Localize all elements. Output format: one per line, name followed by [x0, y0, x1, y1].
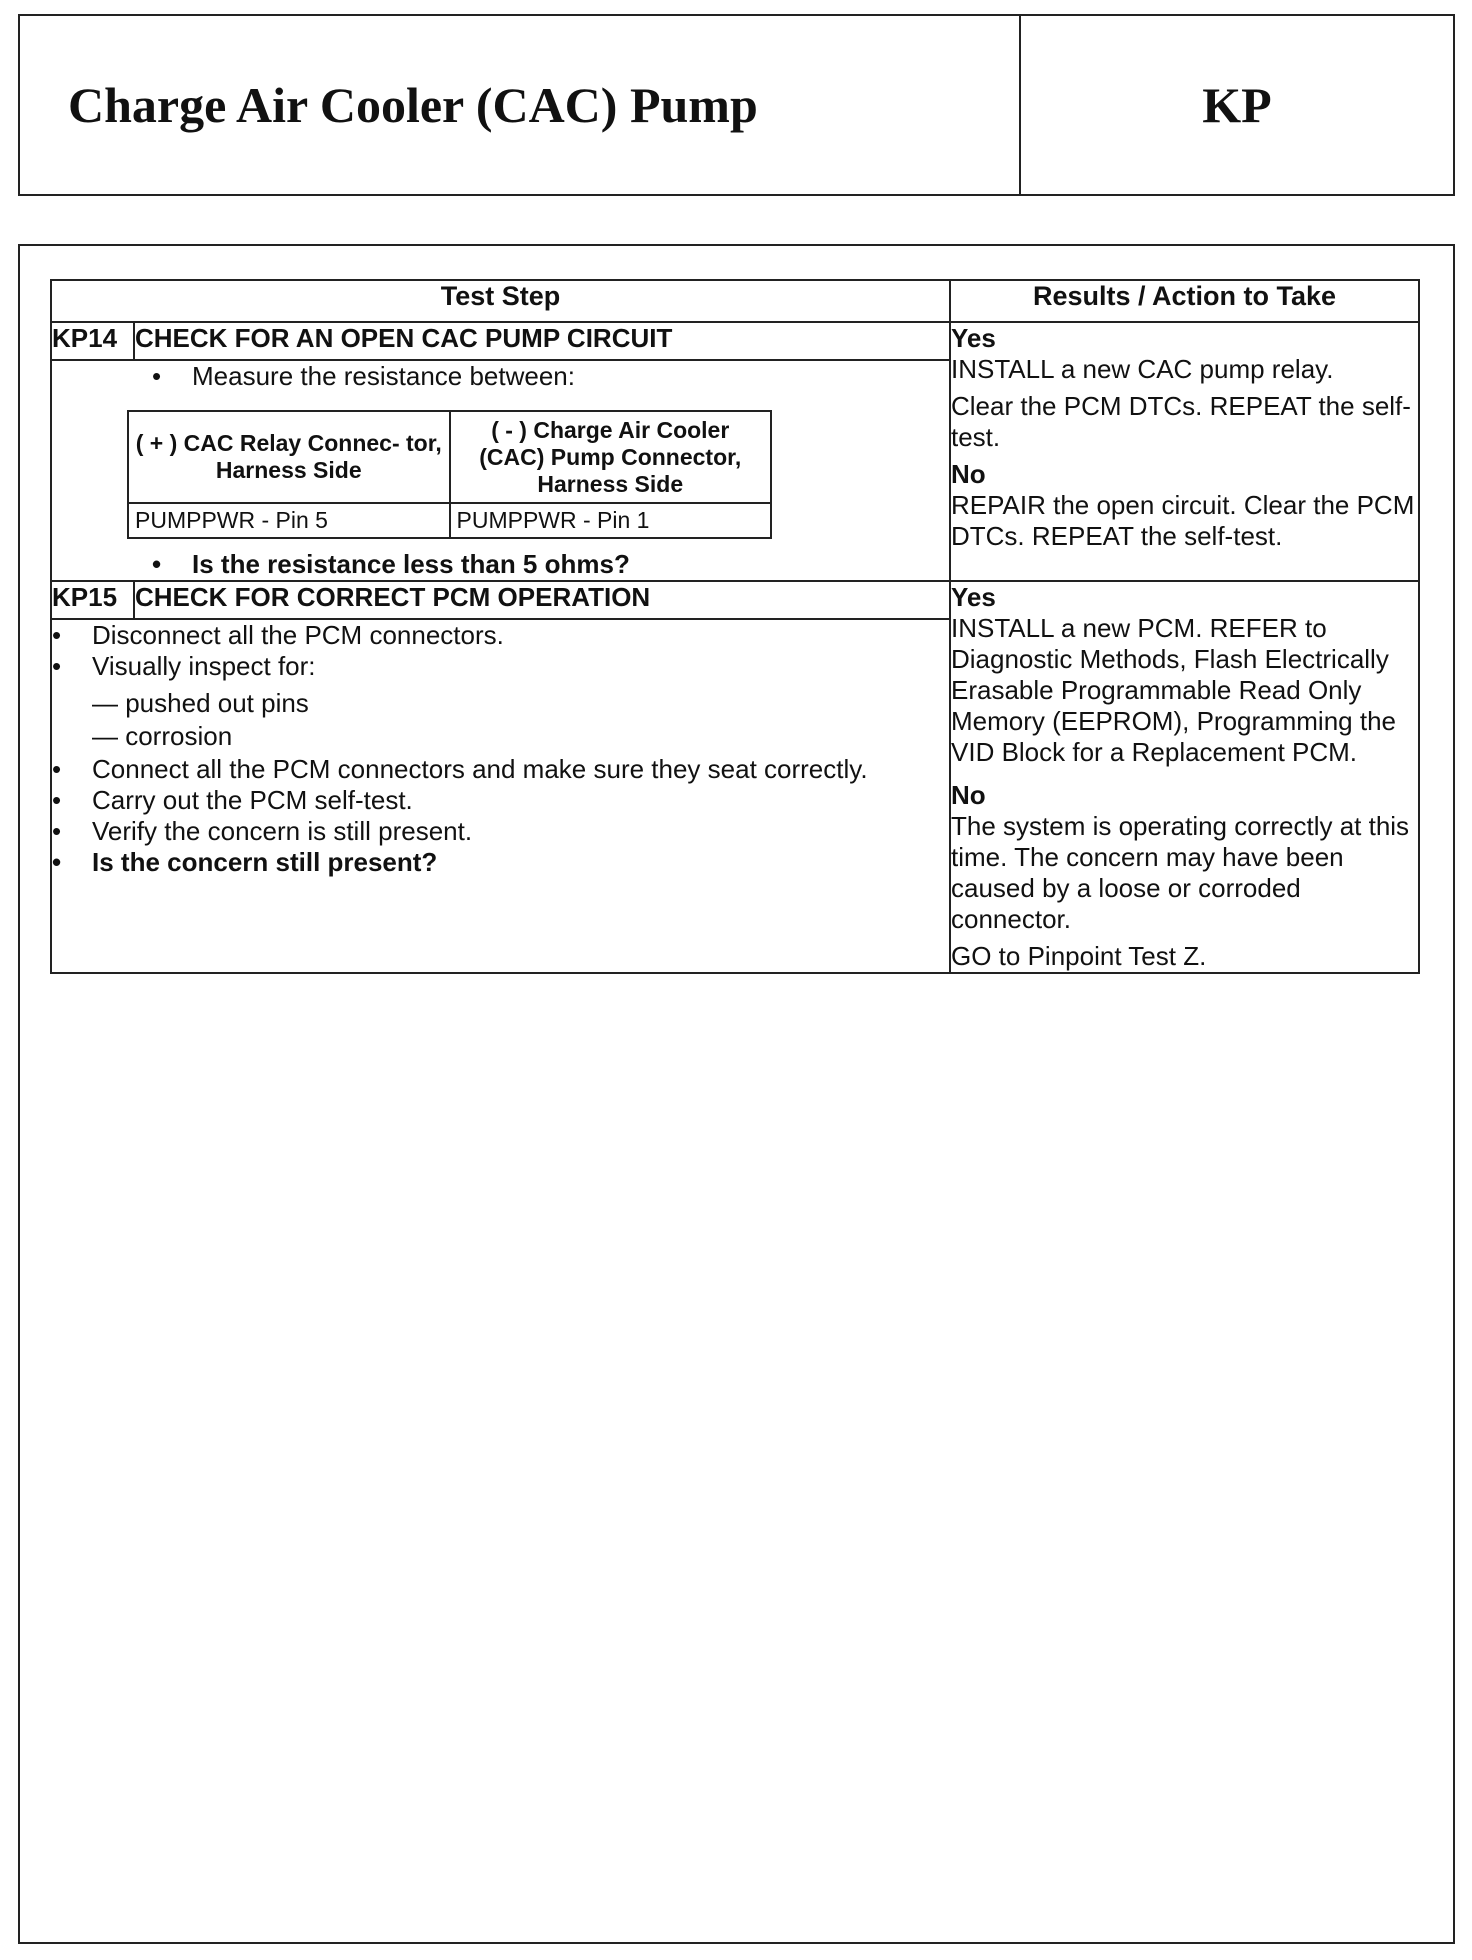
page-header — [18, 14, 1455, 196]
list-item — [52, 754, 949, 785]
no-label: No — [951, 780, 986, 810]
bullet-icon: • — [52, 620, 62, 650]
yes-label: Yes — [951, 582, 996, 612]
bullet-icon: • — [52, 754, 62, 784]
section-code: KP — [1019, 16, 1453, 194]
step-kp15-results — [950, 581, 1419, 973]
step-text: Visually inspect for: — [92, 651, 316, 681]
meas-value-negative: PUMPPWR - Pin 1 — [450, 503, 772, 538]
meas-header-positive: ( + ) CAC Relay Connec- tor, Harness Side — [128, 411, 450, 503]
step-kp15-title-row — [51, 581, 1419, 619]
step-text: Verify the concern is still present. — [92, 816, 473, 846]
list-item — [152, 549, 949, 580]
sub-item: — corrosion — [92, 721, 233, 751]
step-text: Disconnect all the PCM connectors. — [92, 620, 504, 650]
content-frame — [18, 244, 1455, 1944]
list-item — [52, 785, 949, 816]
page-title: Charge Air Cooler (CAC) Pump — [68, 77, 758, 133]
step-text: Measure the resistance between: — [192, 361, 575, 391]
list-item — [52, 620, 949, 651]
yes-action-2: Clear the PCM DTCs. REPEAT the self-test. — [951, 391, 1411, 452]
bullet-icon: • — [52, 785, 62, 815]
step-list — [52, 620, 949, 682]
step-title: CHECK FOR AN OPEN CAC PUMP CIRCUIT — [134, 322, 950, 360]
step-kp15-body — [51, 619, 950, 973]
yes-label: Yes — [951, 323, 996, 353]
step-id: KP14 — [51, 322, 134, 360]
meas-value-positive: PUMPPWR - Pin 5 — [128, 503, 450, 538]
no-action: REPAIR the open circuit. Clear the PCM DTCs. REPEAT the self-test. — [951, 490, 1415, 551]
step-id: KP15 — [51, 581, 134, 619]
no-label: No — [951, 459, 986, 489]
meas-header-negative: ( - ) Charge Air Cooler (CAC) Pump Connector, Harness Side — [450, 411, 772, 503]
no-action: The system is operating correctly at this time. The concern may have been caused by a loose or corroded connector. — [951, 811, 1410, 934]
step-question: Is the resistance less than 5 ohms? — [192, 549, 630, 579]
no-action-2: GO to Pinpoint Test Z. — [951, 941, 1207, 971]
pinpoint-test-table — [50, 279, 1420, 974]
bullet-icon: • — [52, 816, 62, 846]
step-list — [152, 549, 949, 580]
measurement-table — [127, 410, 772, 539]
step-question: Is the concern still present? — [92, 847, 438, 877]
list-item — [52, 651, 949, 682]
results-header: Results / Action to Take — [950, 280, 1419, 322]
bullet-icon: • — [52, 847, 62, 877]
yes-action: INSTALL a new PCM. REFER to Diagnostic Methods, Flash Electrically Erasable Programmable Read Only Memory (EEPROM), Programming the VID Block for a Replacement PCM. — [951, 613, 1396, 767]
step-title: CHECK FOR CORRECT PCM OPERATION — [134, 581, 950, 619]
test-step-header: Test Step — [51, 280, 950, 322]
step-text: Connect all the PCM connectors and make sure they seat correctly. — [92, 754, 868, 784]
step-list — [152, 361, 949, 392]
list-item — [152, 361, 949, 392]
bullet-icon: • — [52, 651, 62, 681]
step-kp14-title-row — [51, 322, 1419, 360]
bullet-icon: • — [152, 361, 162, 391]
step-kp14-results — [950, 322, 1419, 581]
list-item — [52, 847, 949, 878]
sub-item: — pushed out pins — [92, 688, 309, 718]
step-kp14-body — [51, 360, 950, 581]
table-header-row — [51, 280, 1419, 322]
list-item — [52, 816, 949, 847]
yes-action: INSTALL a new CAC pump relay. — [951, 354, 1334, 384]
bullet-icon: • — [152, 549, 162, 579]
step-list — [52, 754, 949, 878]
step-text: Carry out the PCM self-test. — [92, 785, 413, 815]
